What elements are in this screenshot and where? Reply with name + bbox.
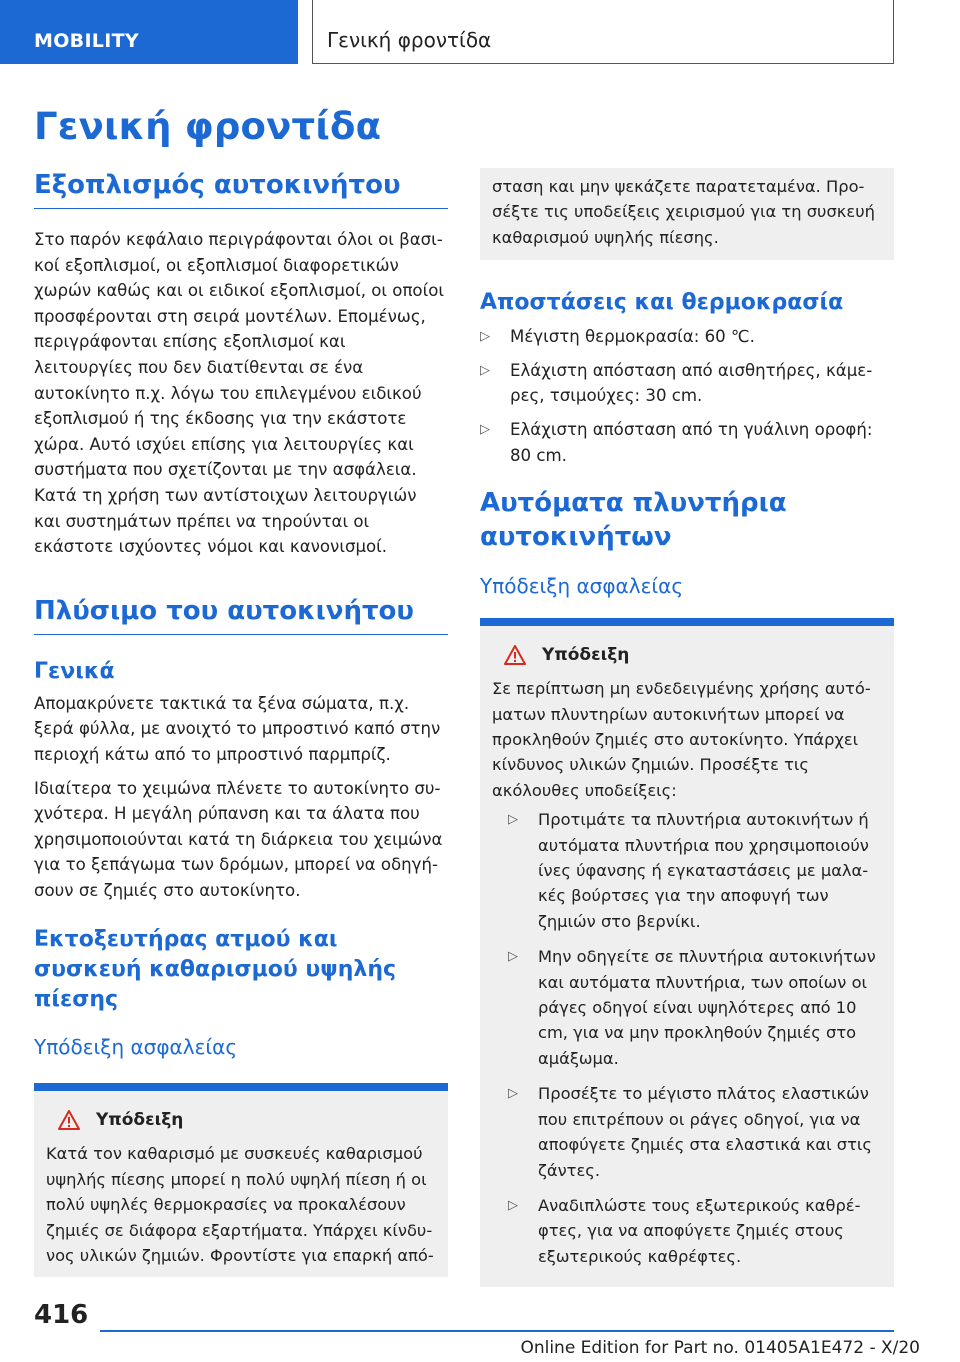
- list-item: [480, 358, 894, 409]
- triangle-bullet-icon: ▷: [480, 362, 490, 378]
- page-number: 416: [34, 1300, 89, 1330]
- list-item: [508, 1081, 882, 1183]
- distances-list: [480, 324, 894, 468]
- notice-title: Υπόδειξη: [542, 645, 630, 666]
- notice-list: [508, 807, 882, 1269]
- list-item: [508, 807, 882, 934]
- footer-divider: [100, 1330, 894, 1332]
- list-item-text: Ελάχιστη απόσταση από τη γυάλινη οροφή: 80 cm.: [510, 420, 873, 465]
- triangle-bullet-icon: ▷: [508, 949, 518, 965]
- notice-accent-bar: [34, 1083, 448, 1091]
- general-heading: Γενικά: [34, 658, 115, 684]
- list-item-text: Ελάχιστη απόσταση από αισθητήρες, κάμερες, τσιμούχες: 30 cm.: [510, 360, 873, 406]
- safety-notice-left: [34, 1083, 448, 1276]
- notice-text: Σε περίπτωση μη ενδεδειγμένης χρήσης αυτόματων πλυντηρίων αυτοκινήτων μπορεί να προκληθούν ζημιές στο αυτοκίνητο. Υπάρχει κίνδυνος υλικών ζημιών. Προσέξτε τις ακόλουθες υποδείξεις:: [492, 679, 871, 800]
- header-chapter-title: Γενική φροντίδα: [312, 0, 894, 64]
- list-item: [480, 417, 894, 468]
- section-tab-mobility[interactable]: MOBILITY: [0, 0, 298, 64]
- safety-note-heading-right: Υπόδειξη ασφαλείας: [480, 574, 684, 599]
- automatic-car-wash-heading: Αυτόματα πλυντήρια αυτοκινήτων: [480, 488, 787, 553]
- left-column: [34, 168, 448, 1277]
- list-item: [508, 1193, 882, 1269]
- general-paragraph-1: Απομακρύνετε τακτικά τα ξένα σώματα, π.χ. ξερά φύλλα, με ανοιχτό το μπροστινό καπό στην περιοχή κάτω από το μπροστινό παρμπρίζ.: [34, 693, 441, 764]
- triangle-bullet-icon: ▷: [508, 1197, 518, 1213]
- notice-accent-bar: [480, 618, 894, 626]
- footer-edition[interactable]: Online Edition for Part no. 01405A1E472 - X/20: [520, 1338, 920, 1358]
- list-item: [508, 944, 882, 1071]
- list-item-text: Προτιμάτε τα πλυντήρια αυτοκινήτων ή αυτόματα πλυντήρια που χρησιμοποιούν ίνες ύφανσης ή εγκαταστάσεις με μαλακές βούρτσες για την αποφυγή των ζημιών στο βερνίκι.: [538, 810, 869, 931]
- distances-temperature-heading: Αποστάσεις και θερμοκρασία: [480, 290, 844, 316]
- safety-note-heading-left: Υπόδειξη ασφαλείας: [34, 1035, 238, 1060]
- general-paragraph-2: Ιδιαίτερα το χειμώνα πλένετε το αυτοκίνητο συχνότερα. Η μεγάλη ρύπανση και τα άλατα που χρησιμοποιούνται κατά τη διάρκεια του χειμώνα για το ξεπάγωμα των δρόμων, μπορεί να οδηγήσουν σε ζημιές στο αυτοκίνητο.: [34, 778, 443, 900]
- notice-header: [504, 642, 882, 668]
- equipment-heading: Εξοπλισμός αυτοκινήτου: [34, 168, 448, 209]
- safety-notice-continued: [480, 168, 894, 260]
- list-item-text: Προσέξτε το μέγιστο πλάτος ελαστικών που επιτρέπουν οι ράγες οδηγοί, για να αποφύγετε ζημιές στα ελαστικά και στις ζάντες.: [538, 1084, 872, 1180]
- notice-text: Κατά τον καθαρισμό με συσκευές καθαρισμού υψηλής πίεσης μπορεί η πολύ υψηλή πίεση ή οι πολύ υψηλές θερμοκρασίες να προκαλέσουν ζημιές σε διάφορα εξαρτήματα. Υπάρχει κίνδυνος υλικών ζημιών. Φροντίστε για επαρκή από-: [46, 1144, 434, 1266]
- safety-notice-right: [480, 618, 894, 1287]
- list-item-text: Αναδιπλώστε τους εξωτερικούς καθρέφτες, για να αποφύγετε ζημιές στους εξωτερικούς καθρέφτες.: [538, 1195, 861, 1266]
- equipment-paragraph: Στο παρόν κεφάλαιο περιγράφονται όλοι οι βασικοί εξοπλισμοί, οι εξοπλισμοί διαφορετικών χωρών καθώς και οι ειδικοί εξοπλισμοί, οι οποίοι προσφέρονται στη σειρά μοντέλων. Επομένως, περιγράφονται επίσης εξοπλισμοί και λειτουργίες που δεν διατίθενται σε ένα αυτοκίνητο π.χ. λόγω του επιλεγμένου ειδικού εξοπλισμού ή της έκδοσης για την εκάστοτε χώρα. Αυτό ισχύει επίσης για λειτουργίες και συστήματα που σχετίζονται με την ασφάλεια. Κατά τη χρήση των αντίστοιχων λειτουργιών και συστημάτων πρέπει να τηρούνται οι εκάστοτε ισχύοντες νόμοι και κανονισμοί.: [34, 230, 444, 557]
- warning-triangle-icon: [504, 645, 526, 665]
- list-item-text: Μην οδηγείτε σε πλυντήρια αυτοκινήτων και αυτόματα πλυντήρια, των οποίων οι ράγες οδηγοί είναι υψηλότερες από 10 cm, για να μην προκληθούν ζημιές στο αμάξωμα.: [538, 947, 876, 1068]
- triangle-bullet-icon: ▷: [508, 1086, 518, 1102]
- triangle-bullet-icon: ▷: [508, 812, 518, 828]
- notice-title: Υπόδειξη: [96, 1110, 184, 1131]
- triangle-bullet-icon: ▷: [480, 329, 490, 345]
- notice-continued-text: σταση και μην ψεκάζετε παρατεταμένα. Προσέξτε τις υποδείξεις χειρισμού για τη συσκευή καθαρισμού υψηλής πίεσης.: [492, 177, 875, 247]
- notice-header: [58, 1107, 436, 1133]
- page-title: Γενική φροντίδα: [34, 105, 382, 148]
- list-item: [480, 324, 894, 350]
- list-item-text: Μέγιστη θερμοκρασία: 60 ℃.: [510, 327, 755, 347]
- steam-cleaner-heading: Εκτοξευτήρας ατμού και συσκευή καθαρισμού υψηλής πίεσης: [34, 927, 397, 1013]
- car-washing-heading: Πλύσιμο του αυτοκινήτου: [34, 594, 448, 635]
- triangle-bullet-icon: ▷: [480, 422, 490, 437]
- right-column: [480, 168, 894, 1287]
- warning-triangle-icon: [58, 1110, 80, 1130]
